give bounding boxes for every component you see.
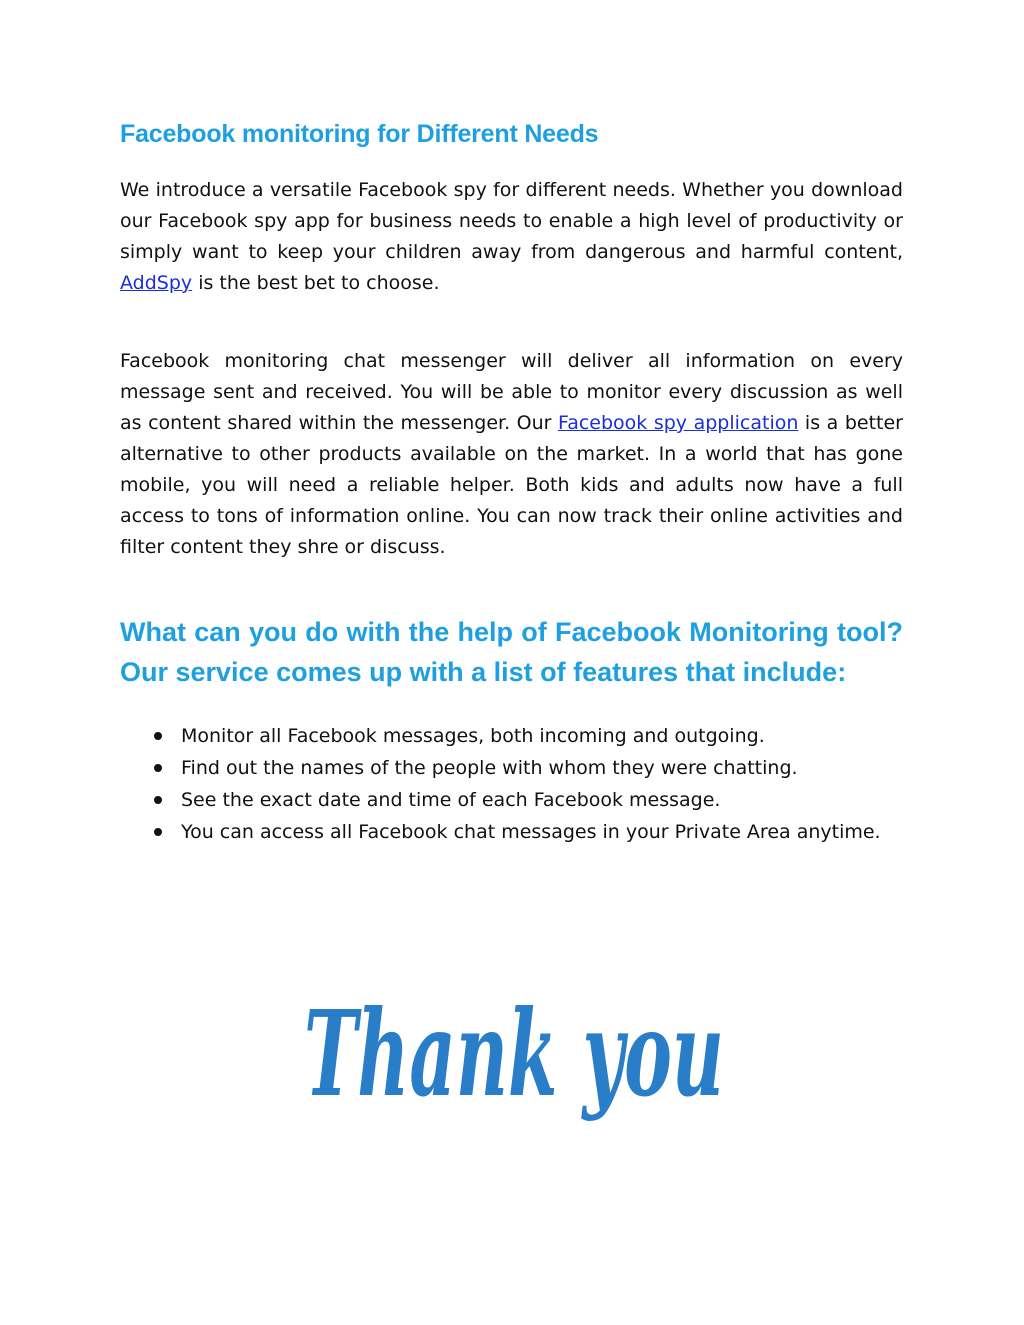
messenger-text-start: Facebook monitoring chat messenger will deliver all information on every message sent and received. You will be able to monitor every discussion as well as content shared within the messenger. Our [120,350,903,434]
facebook-spy-application-link[interactable]: Facebook spy application [558,412,799,434]
thank-you-script [296,975,736,1175]
list-item [120,720,903,752]
features-heading: What can you do with the help of Facebook Monitoring tool? Our service comes up with a list of features that include: [120,617,903,687]
list-item-text: Monitor all Facebook messages, both incoming and outgoing. [181,725,765,747]
list-item-text: See the exact date and time of each Facebook message. [181,789,721,811]
list-item-text: You can access all Facebook chat messages in your Private Area anytime. [181,821,881,843]
thank-you-text: Thank you [304,984,724,1123]
bullet-icon [154,732,162,740]
list-item-text: Find out the names of the people with whom they were chatting. [181,757,798,779]
list-item [120,784,903,816]
features-list [120,720,903,848]
messenger-text-end: is a better alternative to other products available on the market. In a world that has gone mobile, you will need a reliable helper. Both kids and adults now have a full access to tons of information online. You can now track their online activities and filter content they shre or discuss. [120,412,903,558]
bullet-icon [154,828,162,836]
bullet-icon [154,764,162,772]
addspy-link[interactable]: AddSpy [120,272,193,294]
intro-text-end: is the best bet to choose. [192,272,440,294]
intro-paragraph [120,175,903,299]
list-item [120,816,903,848]
thank-you-graphic [296,975,736,1175]
messenger-paragraph [120,346,903,563]
list-item [120,752,903,784]
bullet-icon [154,796,162,804]
intro-text-start: We introduce a versatile Facebook spy for different needs. Whether you download our Facebook spy app for business needs to enable a high level of productivity or simply want to keep your children away from dangerous and harmful content, [120,179,903,263]
section-heading-needs: Facebook monitoring for Different Needs [120,120,599,148]
